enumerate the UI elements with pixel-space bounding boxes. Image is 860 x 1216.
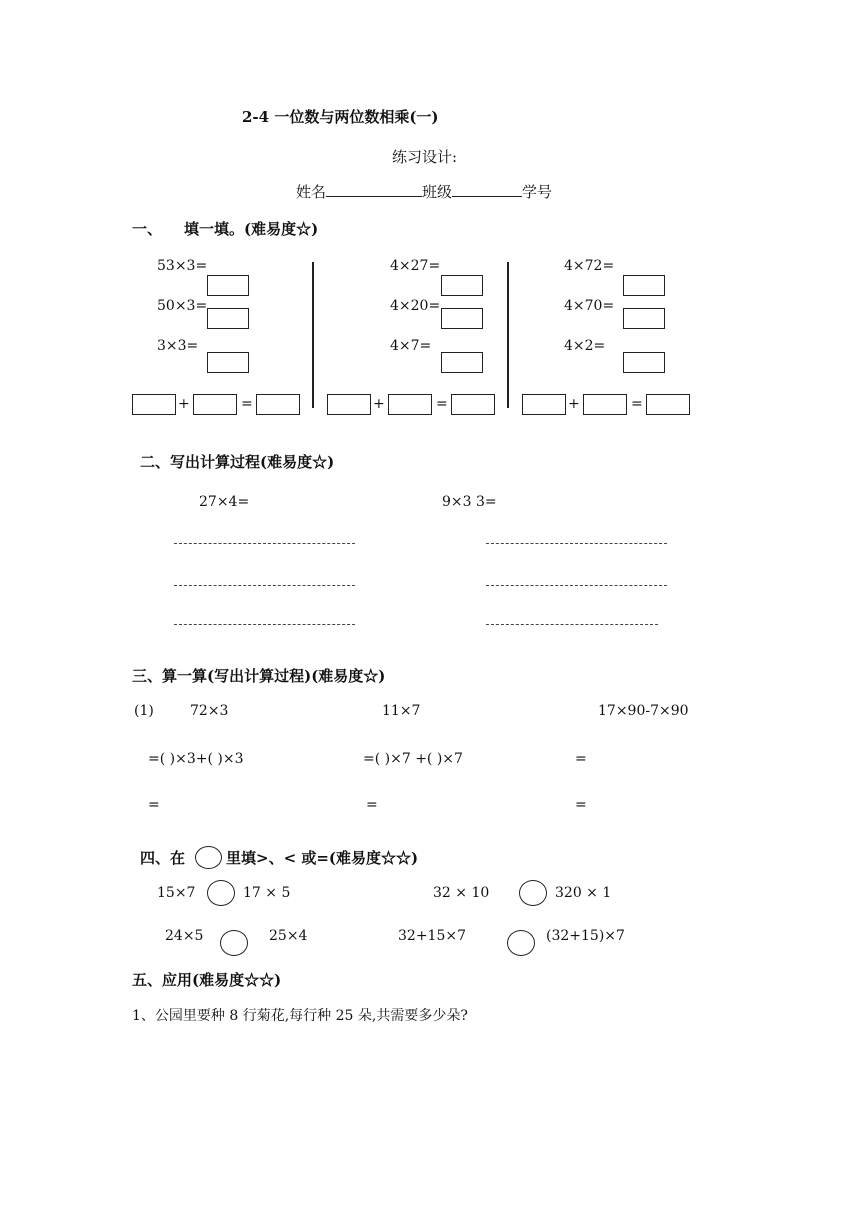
s1-c1-sum-result-box[interactable]	[256, 394, 300, 415]
name-label: 姓名	[296, 183, 327, 201]
section1-heading: 填一填。(难易度☆)	[184, 220, 319, 238]
s2-right-problem: 9×3 3=	[442, 494, 497, 510]
s3-problem-2-step: =( )×7 +( )×7	[363, 751, 463, 767]
s2-left-problem: 27×4=	[199, 494, 250, 510]
section4-heading-end: 里填>、< 或=(难易度☆☆)	[226, 849, 419, 867]
s3-problem-1-result: =	[148, 797, 160, 813]
s4-r1-right-compare-circle[interactable]	[519, 880, 547, 906]
s4-r2-right-expr-a: 32+15×7	[398, 928, 466, 944]
s1-c2-sum-box-2[interactable]	[388, 394, 432, 415]
s4-r2-right-expr-b: (32+15)×7	[546, 928, 625, 944]
s1-c3-sum-box-2[interactable]	[583, 394, 627, 415]
s1-c1-problem-2: 50×3=	[157, 298, 208, 314]
s4-r1-right-expr-a: 32 × 10	[433, 885, 490, 901]
s5-question-1: 1、公园里要种 8 行菊花,每行种 25 朵,共需要多少朵?	[132, 1008, 468, 1024]
s1-c1-answer-box-1[interactable]	[207, 275, 249, 296]
s3-problem-3-result: =	[575, 797, 587, 813]
s4-r1-right-expr-b: 320 × 1	[555, 885, 612, 901]
s4-r2-left-expr-b: 25×4	[269, 928, 308, 944]
s1-c1-equals: =	[241, 396, 253, 412]
s2-left-work-line-2	[174, 585, 355, 586]
section2-heading: 二、写出计算过程(难易度☆)	[140, 453, 335, 471]
s1-c2-sum-result-box[interactable]	[451, 394, 495, 415]
s1-c3-sum-result-box[interactable]	[646, 394, 690, 415]
s1-c1-sum-box-1[interactable]	[132, 394, 176, 415]
page-title: 2-4 一位数与两位数相乘(一)	[242, 108, 439, 126]
section1-number: 一、	[132, 220, 163, 238]
s3-problem-2: 11×7	[382, 703, 421, 719]
s1-c2-sum-box-1[interactable]	[327, 394, 371, 415]
s2-left-work-line-3	[174, 624, 355, 625]
s1-c1-problem-3: 3×3=	[157, 338, 199, 354]
s3-problem-1: 72×3	[190, 703, 229, 719]
s3-problem-3-step: =	[575, 751, 587, 767]
s1-c3-equals: =	[631, 396, 643, 412]
s1-c2-plus: +	[373, 396, 385, 412]
s3-problem-label: (1)	[134, 703, 154, 719]
s4-r2-left-expr-a: 24×5	[165, 928, 204, 944]
s1-c1-answer-box-2[interactable]	[207, 308, 249, 329]
s1-c2-problem-2: 4×20=	[390, 298, 441, 314]
section4-heading-start: 四、在	[140, 849, 186, 867]
student-info-line	[296, 181, 552, 202]
s1-c3-answer-box-2[interactable]	[623, 308, 665, 329]
name-blank[interactable]	[326, 182, 422, 197]
s1-c3-answer-box-1[interactable]	[623, 275, 665, 296]
class-label: 班级	[422, 183, 453, 201]
compare-circle-icon	[195, 846, 222, 869]
s1-c1-problem-1: 53×3=	[157, 258, 208, 274]
s1-c3-problem-3: 4×2=	[564, 338, 606, 354]
page-subtitle: 练习设计:	[392, 148, 458, 166]
s1-c1-sum-box-2[interactable]	[193, 394, 237, 415]
s1-c3-problem-2: 4×70=	[564, 298, 615, 314]
s1-c3-plus: +	[568, 396, 580, 412]
s1-c1-plus: +	[178, 396, 190, 412]
s4-r1-left-expr-b: 17 × 5	[243, 885, 291, 901]
s1-c2-answer-box-1[interactable]	[441, 275, 483, 296]
s1-c3-problem-1: 4×72=	[564, 258, 615, 274]
s1-c3-answer-box-3[interactable]	[623, 352, 665, 373]
s4-r1-left-expr-a: 15×7	[157, 885, 196, 901]
s2-left-work-line-1	[174, 543, 355, 544]
s2-right-work-line-3	[486, 624, 658, 625]
section5-heading: 五、应用(难易度☆☆)	[132, 971, 282, 989]
column-divider-2	[507, 262, 509, 408]
s1-c2-answer-box-2[interactable]	[441, 308, 483, 329]
s2-right-work-line-2	[486, 585, 667, 586]
s4-r2-right-compare-circle[interactable]	[507, 930, 535, 956]
class-blank[interactable]	[452, 182, 522, 197]
s1-c2-equals: =	[436, 396, 448, 412]
section3-heading: 三、算一算(写出计算过程)(难易度☆)	[132, 667, 386, 685]
s1-c1-answer-box-3[interactable]	[207, 352, 249, 373]
s1-c3-sum-box-1[interactable]	[522, 394, 566, 415]
student-id-label: 学号	[522, 183, 553, 201]
s3-problem-1-step: =( )×3+( )×3	[148, 751, 244, 767]
s3-problem-3: 17×90-7×90	[598, 703, 689, 719]
s3-problem-2-result: =	[366, 797, 378, 813]
s1-c2-answer-box-3[interactable]	[441, 352, 483, 373]
s1-c2-problem-3: 4×7=	[390, 338, 432, 354]
s4-r1-left-compare-circle[interactable]	[207, 880, 235, 906]
column-divider-1	[312, 262, 314, 408]
s2-right-work-line-1	[486, 543, 667, 544]
s4-r2-left-compare-circle[interactable]	[220, 930, 248, 956]
s1-c2-problem-1: 4×27=	[390, 258, 441, 274]
